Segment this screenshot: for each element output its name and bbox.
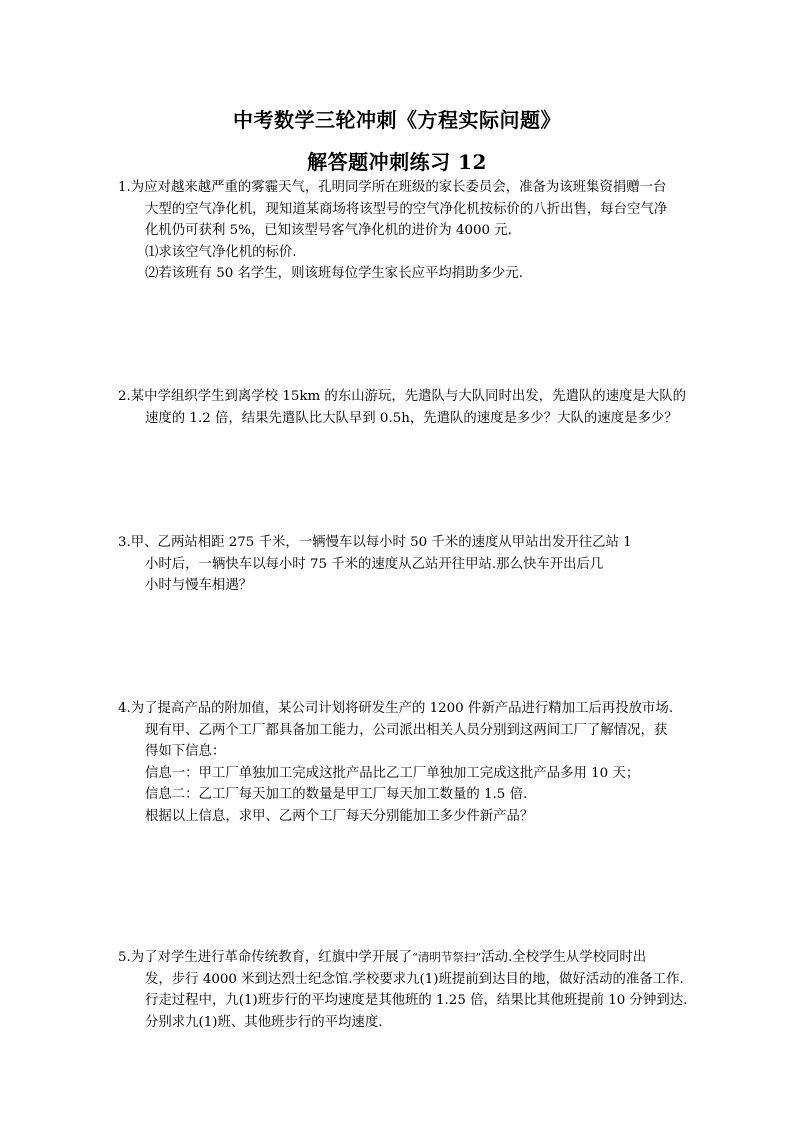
problem-2-line-1: 2.某中学组织学生到离学校 15km 的东山游玩，先遣队与大队同时出发，先遣队的速度是大队的	[118, 389, 686, 404]
problem-5-line-1-start: 5.为了对学生进行革命传统教育，红旗中学开展了	[118, 950, 412, 965]
problem-2	[118, 386, 708, 429]
problem-1-line-3: 化机仍可获利 5%，已知该型号客气净化机的进价为 4000 元.	[145, 223, 512, 238]
problem-5	[118, 947, 708, 1033]
problem-4-line-3: 得如下信息：	[145, 744, 226, 759]
problem-4	[118, 698, 708, 827]
problem-4-info-2: 信息二：乙工厂每天加工的数量是甲工厂每天加工数量的 1.5 倍.	[145, 787, 528, 802]
problem-2-line-2: 速度的 1.2 倍，结果先遣队比大队早到 0.5h，先遣队的速度是多少？大队的速度是多少？	[145, 410, 678, 426]
page-title: 中考数学三轮冲刺《方程实际问题》	[233, 108, 561, 132]
problem-3-line-1: 3.甲、乙两站相距 275 千米，一辆慢车以每小时 50 千米的速度从甲站出发开往乙站 1	[118, 535, 632, 550]
problem-5-activity-name: “清明节祭扫”	[411, 950, 482, 964]
problem-4-question: 根据以上信息，求甲、乙两个工厂每天分别能加工多少件新产品？	[145, 808, 534, 824]
page-subtitle: 解答题冲刺练习 12	[307, 150, 487, 174]
problem-5-line-1-end: 活动.全校学生从学校同时出	[481, 950, 647, 965]
problem-5-line-4: 分别求九(1)班、其他班步行的平均速度.	[145, 1014, 383, 1030]
problem-3	[118, 532, 708, 597]
problem-1-line-1: 1.为应对越来越严重的雾霾天气，孔明同学所在班级的家长委员会，准备为该班集资捐赠一台	[118, 180, 667, 195]
problem-4-info-1: 信息一：甲工厂单独加工完成这批产品比乙工厂单独加工完成这批产品多用 10 天；	[145, 765, 640, 781]
problem-1-line-2: 大型的空气净化机，现知道某商场将该型号的空气净化机按标价的八折出售，每台空气净	[145, 201, 668, 217]
problem-1	[118, 177, 708, 285]
problem-1-subquestion-1: ⑴求该空气净化机的标价.	[145, 244, 297, 260]
problem-5-line-1	[118, 947, 708, 969]
problem-3-line-2: 小时后，一辆快车以每小时 75 千米的速度从乙站开往甲站.那么快车开出后几	[145, 556, 604, 572]
problem-4-line-1: 4.为了提高产品的附加值，某公司计划将研发生产的 1200 件新产品进行精加工后再投放市场.	[118, 701, 674, 716]
problem-5-line-3: 行走过程中，九(1)班步行的平均速度是其他班的 1.25 倍，结果比其他班提前 10 分钟到达.	[145, 993, 688, 1008]
problem-4-line-2: 现有甲、乙两个工厂都具备加工能力，公司派出相关人员分别到这两间工厂了解情况，获	[145, 722, 668, 738]
problem-5-line-2: 发，步行 4000 米到达烈士纪念馆.学校要求九(1)班提前到达目的地，做好活动的准备工作.	[145, 971, 684, 987]
problem-1-subquestion-2: ⑵若该班有 50 名学生，则该班每位学生家长应平均捐助多少元.	[145, 266, 523, 281]
problem-3-line-3: 小时与慢车相遇？	[145, 578, 253, 593]
